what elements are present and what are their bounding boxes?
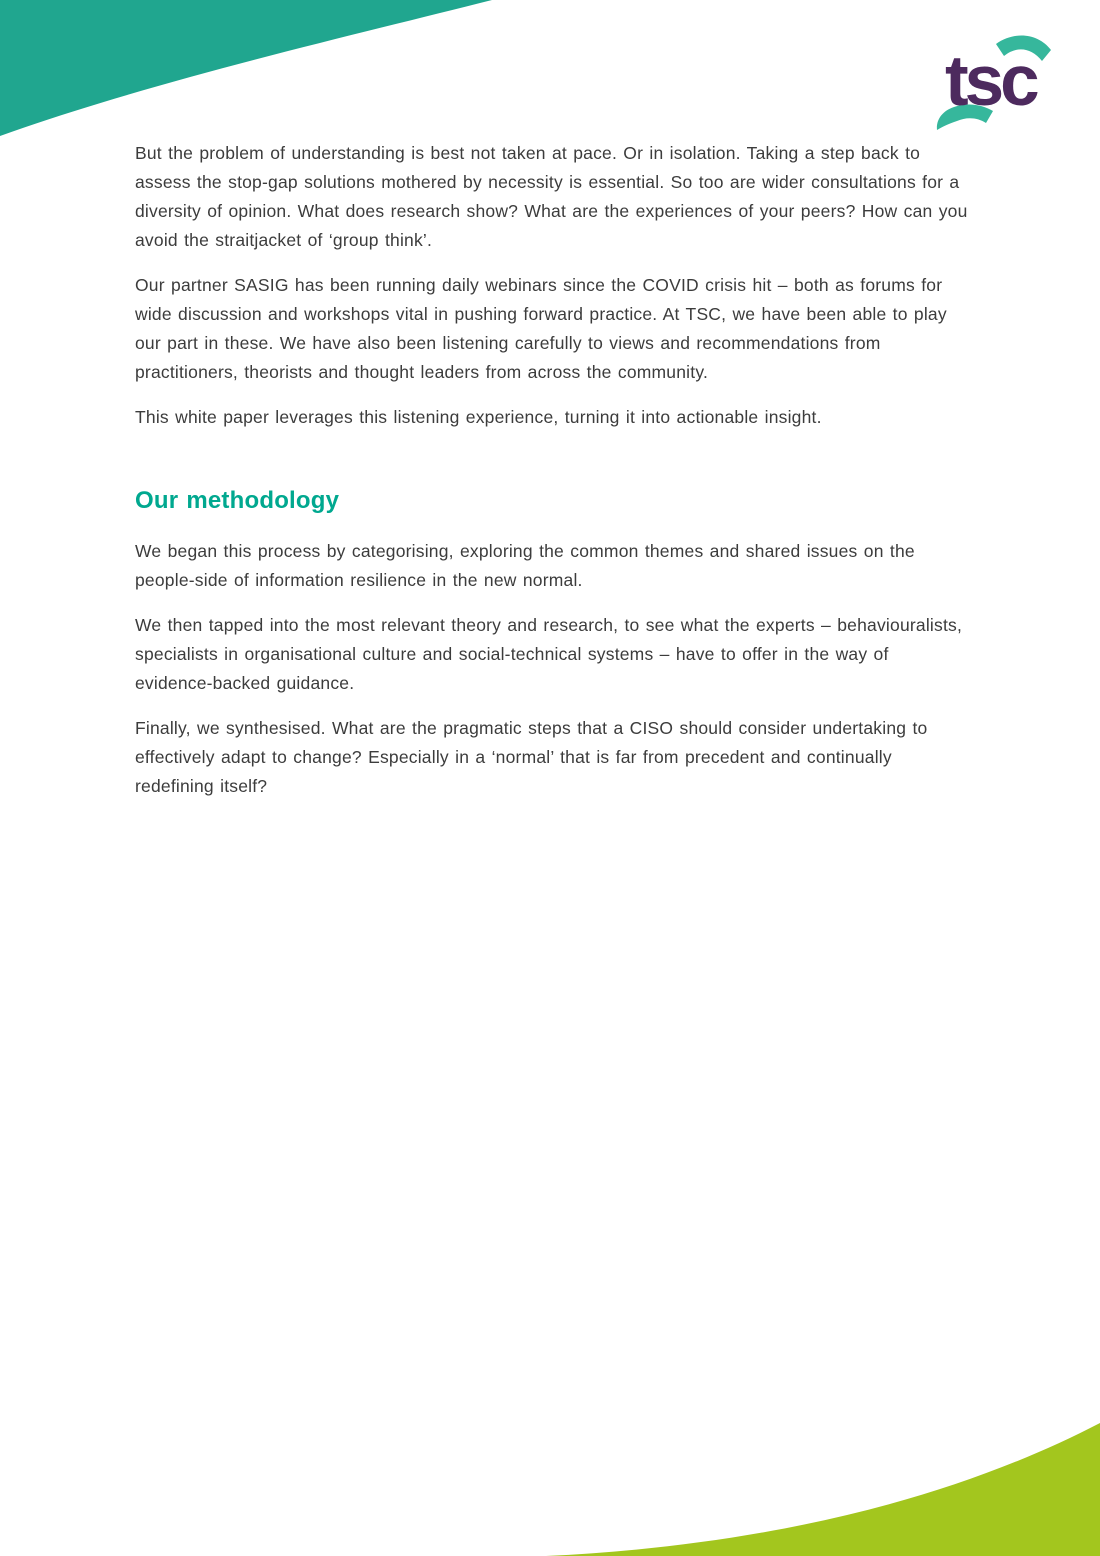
intro-paragraph-2: Our partner SASIG has been running daily webinars since the COVID crisis hit – both as forums for wide discussion and workshops vital in pushing forward practice. At TSC, we have been able to play our part in these. We have also been listening carefully to views and recommendations from practitioners, theorists and thought leaders from across the community. — [135, 275, 947, 382]
methodology-paragraph-3: Finally, we synthesised. What are the pragmatic steps that a CISO should consider undertaking to effectively adapt to change? Especially in a ‘normal’ that is far from precedent and continually redefining itself? — [135, 718, 928, 796]
tsc-logo — [930, 30, 1055, 135]
intro-paragraph-3: This white paper leverages this listening experience, turning it into actionable insight. — [135, 407, 822, 427]
intro-paragraph-1: But the problem of understanding is best not taken at pace. Or in isolation. Taking a step back to assess the stop-gap solutions mothered by necessity is essential. So too are wider consultations for a diversity of opinion. What does research show? What are the experiences of your peers? How can you avoid the straitjacket of ‘group think’. — [135, 143, 968, 250]
bottom-right-curve-decoration — [0, 1406, 1100, 1556]
methodology-paragraph-1: We began this process by categorising, exploring the common themes and shared issues on the people-side of information resilience in the new normal. — [135, 541, 915, 590]
section-heading-our-methodology: Our methodology — [135, 487, 340, 514]
logo-text: tsc — [945, 42, 1036, 121]
methodology-paragraph-2: We then tapped into the most relevant theory and research, to see what the experts – behaviouralists, specialists in organisational culture and social-technical systems – have to offer in the way of evidence-backed guidance. — [135, 615, 963, 693]
page-content — [135, 139, 969, 817]
